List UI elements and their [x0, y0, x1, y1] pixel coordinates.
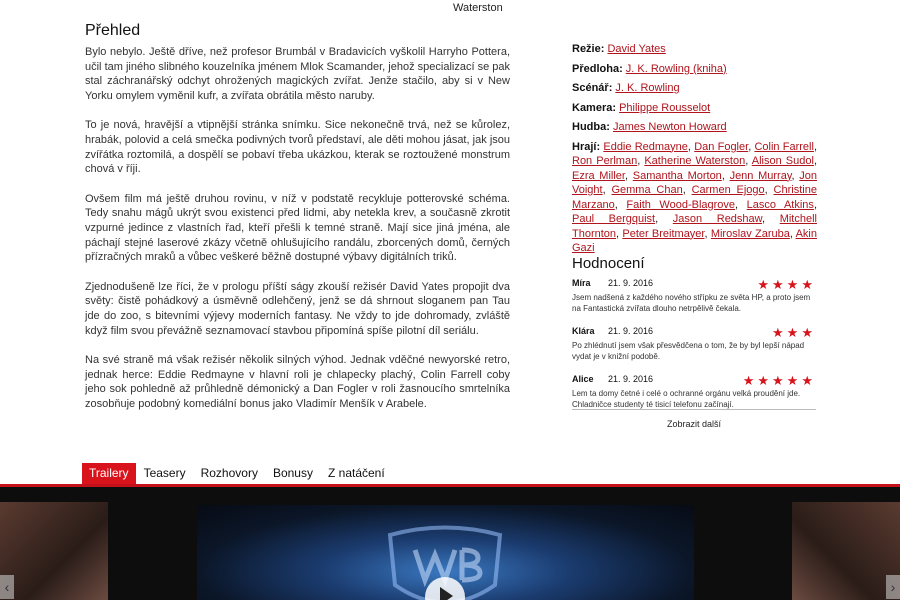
separator: ,	[791, 169, 800, 182]
separator: ,	[813, 155, 817, 167]
show-more-container	[572, 409, 816, 432]
review-text: Lem ta domy četné i celé o ochranné orgánu velká proudění jde. Chladničce studenty té tisicí telefonu začínají.	[572, 389, 801, 409]
separator: ,	[614, 198, 627, 211]
person-link[interactable]: David Yates	[607, 43, 666, 55]
separator: ,	[813, 198, 817, 211]
review-text: Jsem nadšená z každého nového střípku ze světa HP, a proto jsem na Fantastická zvířata dlouho netrpělivě čekala.	[572, 293, 811, 313]
person-link[interactable]: James Newton Howard	[612, 121, 727, 133]
video-player[interactable]	[197, 505, 694, 600]
review-text: Po zhlédnutí jsem však přesvědčena o tom, že by byl lepší nápad vydat je v knižní podobě.	[572, 341, 805, 361]
video-tabs	[82, 463, 393, 484]
separator: ,	[735, 198, 747, 211]
separator: ,	[745, 155, 752, 167]
next-video-thumbnail[interactable]	[792, 502, 900, 600]
credit-camera	[572, 101, 817, 116]
separator: ,	[748, 140, 755, 153]
tab-rozhovory[interactable]: Rozhovory	[200, 466, 258, 480]
review-item	[572, 374, 816, 410]
person-link[interactable]: J. K. Rowling	[615, 82, 680, 94]
overview-paragraph: To je nová, hravější a vtipnější stránka snímku. Sice nekonečně trvá, než se kůrolez, hrabák, polovid a celá smečka podivných tvorů představí, ale děti mohou jásat, jak jsou zvířátka roztomilá, a dospělí se pobaví třeba ukázkou, kterak se roztoužené monstrum chová v říji.	[85, 119, 510, 176]
star-rating-icon: ★★★	[772, 325, 816, 340]
separator: ,	[616, 227, 623, 240]
person-link[interactable]: Paul Bergquist	[572, 213, 656, 225]
separator: ,	[637, 155, 645, 167]
credit-label: Scénář:	[572, 82, 613, 94]
separator: ,	[655, 213, 673, 225]
carousel-next-arrow-icon[interactable]: ›	[886, 575, 900, 599]
separator: ,	[721, 169, 730, 182]
credit-label: Kamera:	[572, 101, 617, 114]
credit-director	[572, 42, 817, 57]
person-link[interactable]: Christine Marzano	[572, 184, 817, 211]
person-link[interactable]: J. K. Rowling (kniha)	[625, 62, 727, 75]
separator: ,	[764, 184, 774, 196]
video-carousel	[0, 487, 900, 600]
separator: ,	[682, 184, 692, 196]
review-item	[572, 278, 816, 314]
person-link[interactable]: Ron Perlman	[572, 155, 638, 167]
tab-teasery[interactable]: Teasery	[143, 466, 186, 480]
separator: ,	[687, 140, 695, 153]
review-author: Klára	[572, 326, 595, 336]
credit-music	[572, 120, 817, 135]
review-header	[572, 374, 816, 386]
separator: ,	[624, 169, 633, 182]
tab-bonusy[interactable]: Bonusy	[272, 466, 313, 480]
credit-screenplay	[572, 81, 817, 96]
person-link[interactable]: Carmen Ejogo	[691, 184, 765, 196]
overview-text	[85, 45, 510, 426]
overview-paragraph: Na své straně má však režisér několik silných výhod. Jednak vděčné newyorské retro, jednak herce: Eddie Redmayne v hlavní roli je chlapecky plachý, Colin Farrell coby jeho sok pohledně až průhledně démonický a Dan Fogler v roli žasnoucího smrtelníka zosobňuje podobný komediální bonus jako Vladimír Menšík v Arabele.	[85, 354, 510, 410]
person-link[interactable]: Faith Wood-Blagrove	[626, 198, 736, 211]
reviews-list	[572, 278, 816, 422]
credit-label: Hudba:	[572, 121, 610, 133]
credit-label: Hrají:	[572, 140, 601, 153]
person-link[interactable]: Miroslav Zaruba	[710, 227, 790, 240]
person-link[interactable]: Colin Farrell	[754, 140, 814, 153]
credit-source	[572, 62, 817, 77]
review-header	[572, 278, 816, 290]
review-author: Alice	[572, 374, 594, 384]
review-date: 21. 9. 2016	[608, 374, 654, 384]
star-rating-icon: ★★★★★	[742, 373, 816, 388]
credit-label: Předloha:	[572, 62, 623, 75]
separator: ,	[704, 227, 711, 240]
overview-title: Přehled	[85, 22, 141, 39]
person-link[interactable]: Gemma Chan	[611, 184, 683, 196]
person-link[interactable]: Peter Breitmayer	[622, 227, 705, 240]
overview-paragraph: Zjednodušeně lze říci, že v prologu příští ságy zkouší režisér David Yates propojit dva světy: čistě pohádkový a úsměvně odlehčený, jenž se dá shrnout sloganem pan Tau jde do zoo, s bitevními výjevy moderních fantasy. Ne vždy to jde dohromady, zvláště když film svou převážně seznamovací stavbou připomíná spíše pilotní díl seriálu.	[85, 280, 510, 337]
person-link[interactable]: Jenn Murray	[729, 169, 792, 182]
tab-trailery[interactable]: Trailery	[82, 463, 136, 484]
review-date: 21. 9. 2016	[608, 326, 654, 336]
previous-section-cut-text: Waterston	[453, 2, 503, 14]
separator: ,	[789, 227, 796, 240]
separator: ,	[602, 184, 612, 196]
person-link[interactable]: Akin Gazi	[572, 227, 817, 254]
separator: ,	[762, 213, 780, 225]
credit-cast	[572, 140, 817, 256]
person-link[interactable]: Katherine Waterston	[644, 155, 746, 167]
previous-video-thumbnail[interactable]	[0, 502, 108, 600]
review-author: Míra	[572, 278, 591, 288]
person-link[interactable]: Alison Sudol	[751, 155, 814, 167]
person-link[interactable]: Ezra Miller	[572, 169, 625, 182]
star-rating-icon: ★★★★	[757, 277, 816, 292]
tab-z-natáčení[interactable]: Z natáčení	[327, 466, 385, 480]
credit-label: Režie:	[572, 43, 605, 55]
review-item	[572, 326, 816, 362]
person-link[interactable]: Jon Voight	[572, 169, 818, 196]
overview-paragraph: Bylo nebylo. Ještě dříve, než profesor Brumbál v Bradavicích vyškolil Harryho Pottera, učil tam jiného slibného kouzelníka jménem Mlok Scamander, jehož specializací se pak stal záchranářský odchyt ohrožených magických zvířat. Jenže stačilo, aby si v New Yorku omylem vyměnil kufr, a zvířata obrátila město naruby.	[85, 46, 510, 102]
ratings-title: Hodnocení	[572, 255, 645, 272]
separator: ,	[813, 140, 817, 153]
person-link[interactable]: Lasco Atkins	[746, 198, 814, 211]
person-link[interactable]: Samantha Morton	[632, 169, 722, 182]
person-link[interactable]: Jason Redshaw	[672, 213, 763, 225]
person-link[interactable]: Mitchell Thornton	[572, 213, 817, 240]
show-more-link[interactable]: Zobrazit další	[666, 419, 722, 429]
person-link[interactable]: Dan Fogler	[694, 140, 749, 153]
credits-panel	[572, 42, 817, 261]
person-link[interactable]: Philippe Rousselot	[619, 101, 711, 114]
person-link[interactable]: Eddie Redmayne	[603, 140, 688, 153]
carousel-prev-arrow-icon[interactable]: ‹	[0, 575, 14, 599]
review-header	[572, 326, 816, 338]
overview-paragraph: Ovšem film má ještě druhou rovinu, v níž v podstatě recykluje potterovské schéma. Tedy snahu mágů ukrýt svou existenci před lidmi, aby netekla krev, a současně zkrotit vzpurné jedince z vlastních řad, kteří přešli k temné straně. Mají sice jiná jména, ale páchají stejné laserové zkázy včetně ohlušujícího randálu, zborcených domů, černých přízračných mraků a vůbec veškeré běžně dostupné výbavy digitálních triků.	[85, 192, 510, 264]
review-date: 21. 9. 2016	[608, 278, 654, 288]
